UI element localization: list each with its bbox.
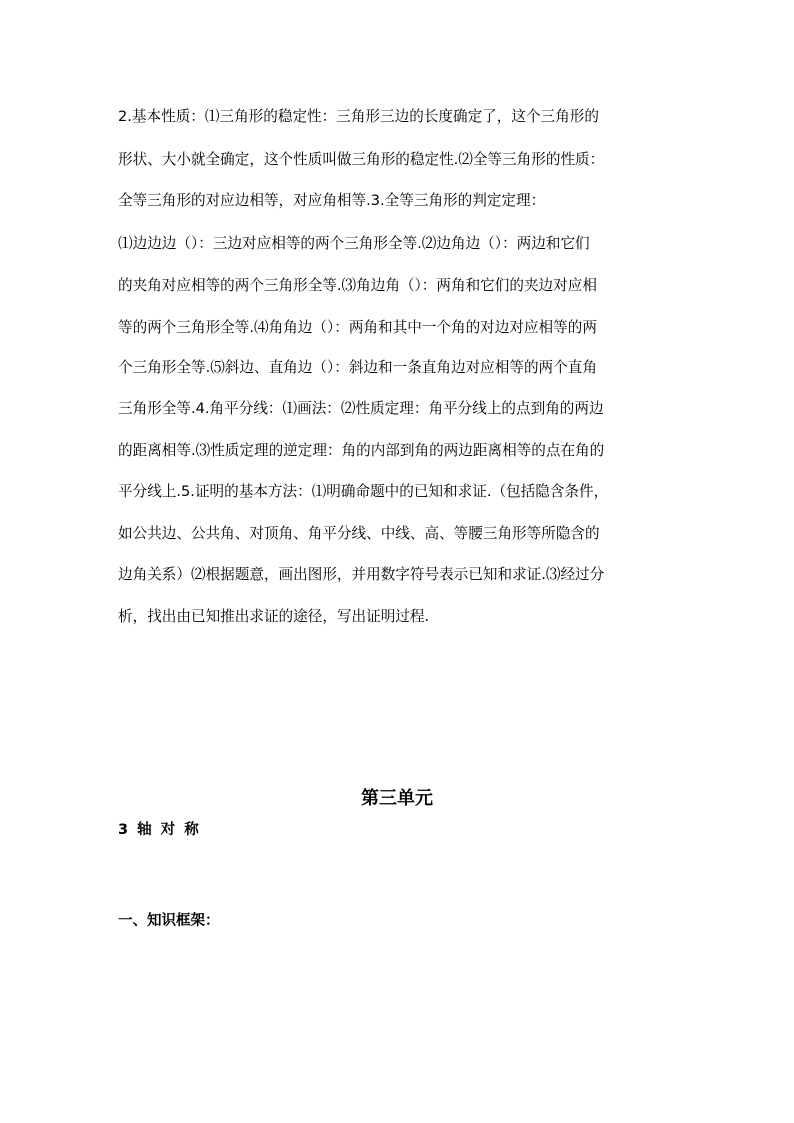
paragraph-line: 个三角形全等.⑸斜边、直角边（）：斜边和一条直角边对应相等的两个直角 <box>118 359 597 376</box>
paragraph-line: 2.基本性质：⑴三角形的稳定性：三角形三边的长度确定了，这个三角形的 <box>118 108 599 125</box>
paragraph-line: 等的两个三角形全等.⑷角角边（）：两角和其中一个角的对边对应相等的两 <box>118 319 597 336</box>
unit-title: 第三单元 <box>361 788 433 809</box>
paragraph-line: ⑴边边边（）：三边对应相等的两个三角形全等.⑵边角边（）：两边和它们 <box>118 235 590 252</box>
paragraph-line: 形状、大小就全确定，这个性质叫做三角形的稳定性.⑵全等三角形的性质： <box>118 151 605 168</box>
paragraph-line: 全等三角形的对应边相等，对应角相等.3.全等三角形的判定定理： <box>118 192 546 209</box>
chapter-subtitle: 3 轴 对 称 <box>118 822 201 838</box>
paragraph-line: 三角形全等.4.角平分线：⑴画法：⑵性质定理：角平分线上的点到角的两边 <box>118 400 604 417</box>
section-heading: 一、知识框架： <box>118 913 220 929</box>
paragraph-line: 边角关系）⑵根据题意，画出图形，并用数字符号表示已知和求证.⑶经过分 <box>118 566 605 583</box>
paragraph-line: 如公共边、公共角、对顶角、角平分线、中线、高、等腰三角形等所隐含的 <box>118 525 600 542</box>
paragraph-line: 的距离相等.⑶性质定理的逆定理：角的内部到角的两边距离相等的点在角的 <box>118 442 605 459</box>
paragraph-line: 平分线上.5.证明的基本方法：⑴明确命题中的已知和求证.（包括隐含条件， <box>118 483 609 500</box>
paragraph-line: 的夹角对应相等的两个三角形全等.⑶角边角（）：两角和它们的夹边对应相 <box>118 277 597 294</box>
paragraph-line: 析，找出由已知推出求证的途径，写出证明过程. <box>118 608 430 625</box>
